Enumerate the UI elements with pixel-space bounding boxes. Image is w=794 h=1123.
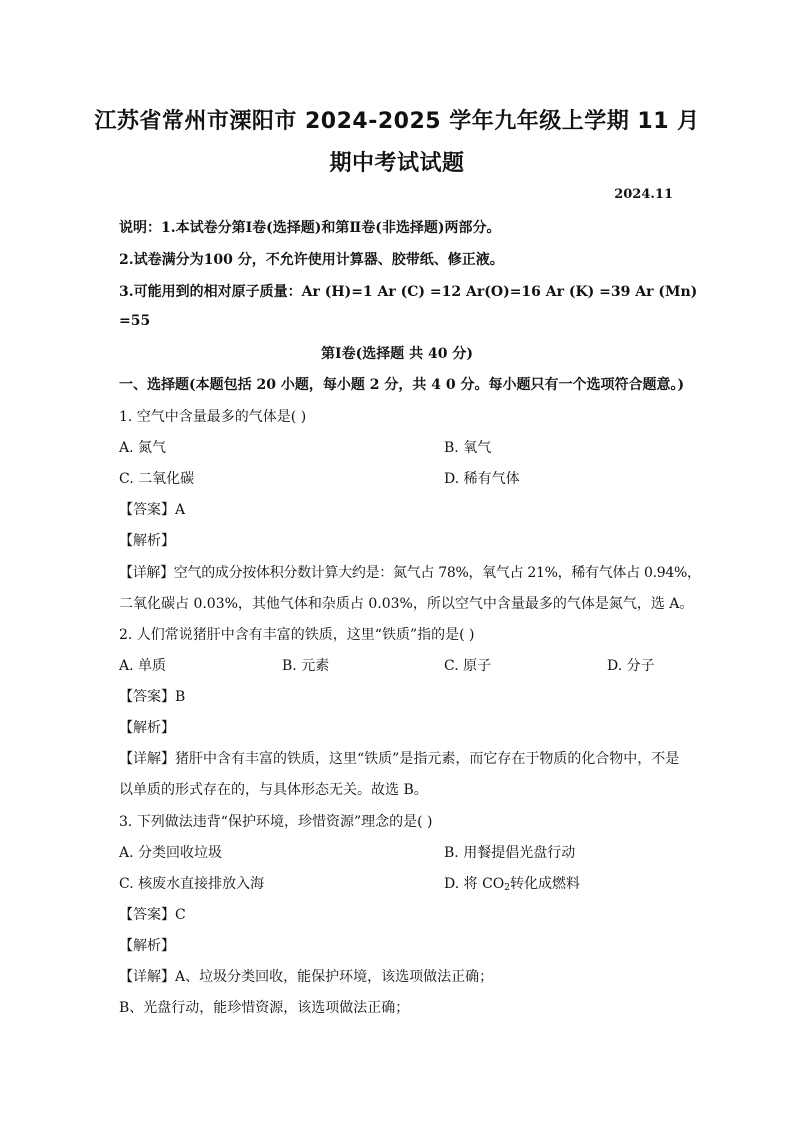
- question-3-detail-line-2: B、光盘行动，能珍惜资源，该选项做法正确；: [119, 1000, 410, 1016]
- section-title: 第Ⅰ卷(选择题 共 40 分): [321, 346, 473, 362]
- question-3-option-b: B. 用餐提倡光盘行动: [444, 845, 576, 861]
- exam-title-line1: 江苏省常州市溧阳市 2024-2025 学年九年级上学期 11 月: [94, 109, 700, 134]
- section-heading: 一、选择题(本题包括 20 小题，每小题 2 分，共 4 0 分。每小题只有一个选项符合题意。): [119, 377, 685, 393]
- question-2-stem: 2. 人们常说猪肝中含有丰富的铁质，这里“铁质”指的是( ): [119, 627, 475, 643]
- question-2-analysis: 【解析】: [119, 720, 175, 736]
- question-1-answer: 【答案】A: [119, 502, 186, 518]
- question-2-answer: 【答案】B: [119, 689, 186, 705]
- question-1-stem: 1. 空气中含量最多的气体是( ): [119, 409, 307, 425]
- question-3-option-c: C. 核废水直接排放入海: [119, 876, 265, 892]
- question-1-analysis: 【解析】: [119, 533, 175, 549]
- question-3-answer: 【答案】C: [119, 907, 186, 923]
- question-3-option-d-subscript: 2: [504, 883, 510, 893]
- question-1-option-a: A. 氮气: [119, 440, 167, 456]
- question-3-option-d-prefix: D. 将 CO: [444, 876, 505, 892]
- instruction-line-3: 3.可能用到的相对原子质量：Ar (H)=1 Ar (C) =12 Ar(O)=16 Ar (K) =39 Ar (Mn): [119, 284, 698, 300]
- question-1-detail-line-2: 二氧化碳占 0.03%，其他气体和杂质占 0.03%，所以空气中含量最多的气体是氮气，选 A。: [119, 596, 694, 612]
- instruction-line-2: 2.试卷满分为100 分，不允许使用计算器、胶带纸、修正液。: [119, 252, 504, 268]
- question-3-option-d-suffix: 转化成燃料: [510, 876, 580, 892]
- question-1-option-b: B. 氧气: [444, 440, 492, 456]
- question-3-stem: 3. 下列做法违背“保护环境，珍惜资源”理念的是( ): [119, 814, 433, 830]
- question-2-option-b: B. 元素: [282, 658, 330, 674]
- question-3-detail-line-1: 【详解】A、垃圾分类回收，能保护环境，该选项做法正确；: [119, 969, 494, 985]
- exam-date: 2024.11: [614, 187, 673, 202]
- exam-title-line2: 期中考试试题: [329, 151, 465, 176]
- question-1-option-c: C. 二氧化碳: [119, 471, 195, 487]
- question-2-option-d: D. 分子: [607, 658, 655, 674]
- question-1-option-d: D. 稀有气体: [444, 471, 520, 487]
- instruction-line-1: 说明：1.本试卷分第Ⅰ卷(选择题)和第Ⅱ卷(非选择题)两部分。: [119, 220, 501, 236]
- question-2-option-c: C. 原子: [444, 658, 492, 674]
- question-3-analysis: 【解析】: [119, 938, 175, 954]
- question-2-option-a: A. 单质: [119, 658, 167, 674]
- question-3-option-d: [444, 873, 580, 893]
- question-2-detail-line-2: 以单质的形式存在的，与具体形态无关。故选 B。: [119, 782, 428, 798]
- question-2-detail-line-1: 【详解】猪肝中含有丰富的铁质，这里“铁质”是指元素，而它存在于物质的化合物中，不是: [119, 751, 680, 767]
- instruction-line-4: =55: [119, 313, 151, 329]
- question-1-detail-line-1: 【详解】空气的成分按体积分数计算大约是：氮气占 78%，氧气占 21%，稀有气体占 0.94%，: [119, 565, 701, 581]
- question-3-option-a: A. 分类回收垃圾: [119, 845, 223, 861]
